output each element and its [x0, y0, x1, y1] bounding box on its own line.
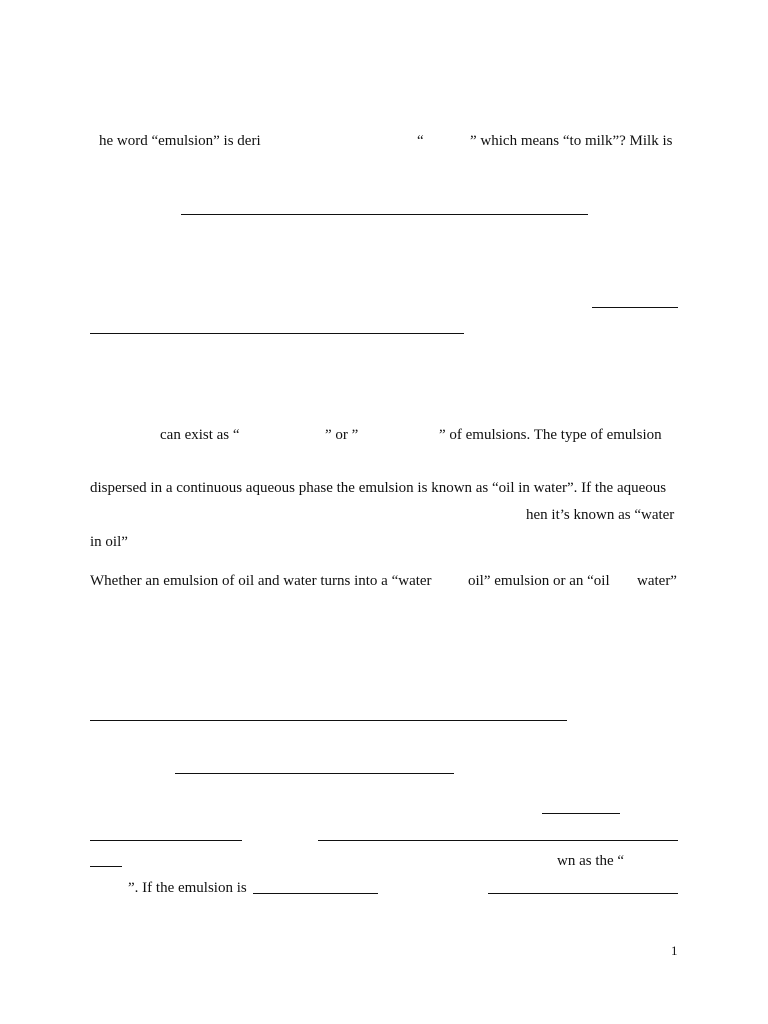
paragraph-2-line-dispersed: dispersed in a continuous aqueous phase the emulsion is known as “oil in water”. If the aqueous [90, 480, 667, 496]
paragraph-2-line-hen: hen it’s known as “water [526, 507, 675, 523]
paragraph-3-text-c: water” [637, 573, 677, 589]
blank-line [488, 893, 678, 894]
paragraph-3-text-a: Whether an emulsion of oil and water turns into a “water [90, 573, 432, 589]
blank-line [318, 840, 678, 841]
paragraph-3-text-b: oil” emulsion or an “oil [468, 573, 610, 589]
blank-line [181, 214, 588, 215]
paragraph-2-line-inoil: in oil” [90, 534, 128, 550]
paragraph-4-line-if: ”. If the emulsion is [128, 880, 247, 896]
paragraph-1-quote-open: “ [417, 133, 424, 149]
blank-line [592, 307, 678, 308]
paragraph-1-text-c: ” which means “to milk”? Milk is [470, 133, 673, 149]
paragraph-2-text-c: ” of emulsions. The type of emulsion [439, 427, 662, 443]
paragraph-2-text-a: can exist as “ [160, 427, 240, 443]
page-number: 1 [671, 943, 678, 958]
blank-line [90, 840, 242, 841]
paragraph-4-line-wn: wn as the “ [557, 853, 625, 869]
blank-line [175, 773, 454, 774]
blank-line [542, 813, 620, 814]
blank-line [90, 866, 122, 867]
paragraph-2-text-b: ” or ” [325, 427, 359, 443]
blank-line [253, 893, 378, 894]
blank-line [90, 720, 567, 721]
blank-line [90, 333, 464, 334]
paragraph-1-text-a: he word “emulsion” is deri [99, 133, 261, 149]
